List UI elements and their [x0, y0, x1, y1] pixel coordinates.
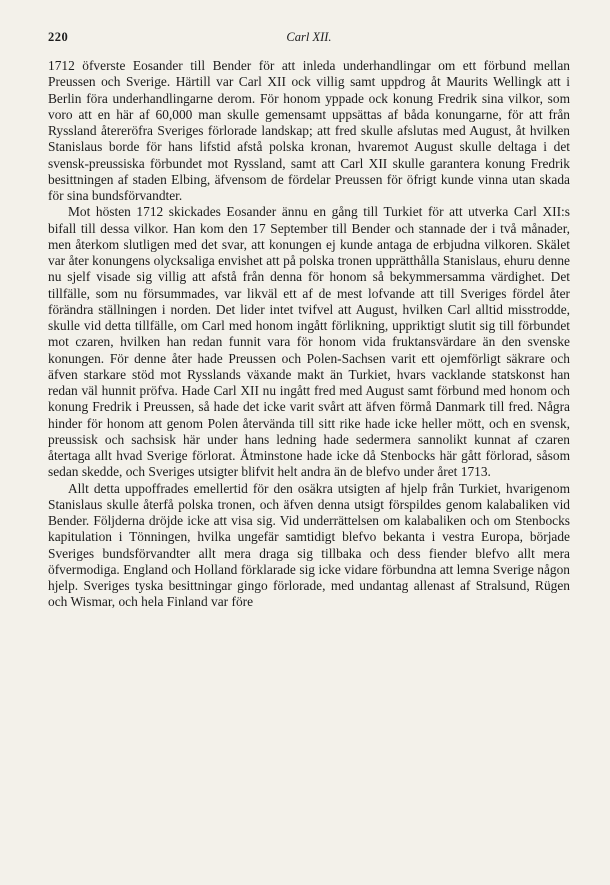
page-header	[48, 30, 570, 52]
running-title: Carl XII.	[286, 30, 332, 44]
page-number: 220	[48, 30, 69, 44]
paragraph: 1712 öfverste Eosander till Bender för att inleda underhandlingar om ett förbund mellan Preussen och Sverige. Härtill var Carl XII ock villig samt uppdrog åt Maurits Wellingk att i Berlin föra underhandlingarne derom. För honom yppade ock konung Fredrik sina vilkor, som voro att en här af 60,000 man skulle gemensamt uppsättas af båda konungarne, för att från Ryssland återeröfra Sveriges förlorade landskap; att fred skulle afslutas med August, åt hvilken Stanislaus borde för hans lifstid afstå polska kronan, hvaremot August skulle deltaga i det svensk-preussiska förbundet mot Ryssland, samt att Carl XII skulle garantera konung Fredrik besittningen af staden Elbing, äfvensom de fördelar Preussen för öfrigt kunde vinna utan skada för sina bundsförvandter.	[48, 58, 570, 203]
paragraph: Allt detta uppoffrades emellertid för den osäkra utsigten af hjelp från Turkiet, hvarigenom Stanislaus skulle återfå polska tronen, och äfven denna utsigt förspildes genom kalabaliken vid Bender. Följderna dröjde icke att visa sig. Vid underrättelsen om kalabaliken och om Stenbocks kapitulation i Tönningen, hvilka ungefär samtidigt blefvo bekanta i vestra Europa, började Sveriges bundsförvandter allt mera draga sig tillbaka och dess fiender blefvo allt mera öfvermodiga. England och Holland förklarade sig icke vidare förbundna att lemna Sverige någon hjelp. Sveriges tyska besittningar gingo förlorade, med undantag allenast af Stralsund, Rügen och Wismar, och hela Finland var före	[48, 480, 570, 610]
body-text	[48, 58, 570, 611]
paragraph: Mot hösten 1712 skickades Eosander ännu en gång till Turkiet för att utverka Carl XII:s bifall till dessa vilkor. Han kom den 17 September till Bender och stannade der i två månader, men återkom slutligen med det svar, att konungen ej kunde antaga de erbjudna vilkoren. Skälet var åter konungens olycksaliga envishet att på polska tronen upprätthålla Stanislaus, ehuru denne nu sjelf visade sig villig att afstå från denna för honom så bekymmersamma värdighet. Det tillfälle, som nu försummades, var likväl ett af de mest lofvande att till Sveriges fördel åter förändra ställningen i norden. Det lider intet tvifvel att August, hvilken Carl alltid misstrodde, skulle vid detta tillfälle, om Carl med honom ingått förlikning, uppriktigt slutit sig till förbundet mot czaren, hvilken han redan funnit vara för honom vida fruktansvärdare än den svenske konungen. För denne åter hade Preussen och Polen-Sachsen varit ett ojemförligt säkrare och äfven starkare stöd mot Rysslands växande makt än Turkiet, hvars vacklande statskonst han redan väl hunnit pröfva. Hade Carl XII nu ingått fred med August samt förbund med honom och konung Fredrik i Preussen, så hade det icke varit svårt att äfven förmå Danmark till fred. Några hinder för honom att genom Polen återvända till sitt rike hade icke heller mött, och en svensk, preussisk och sachsisk här under hans ledning hade sedermera sannolikt kunnat af czaren återtaga allt hvad Sverige förlorat. Åtminstone hade icke då Stenbocks här gått förlorad, såsom sedan skedde, och Sveriges utsigter blifvit helt andra än de blefvo under året 1713.	[48, 204, 570, 480]
